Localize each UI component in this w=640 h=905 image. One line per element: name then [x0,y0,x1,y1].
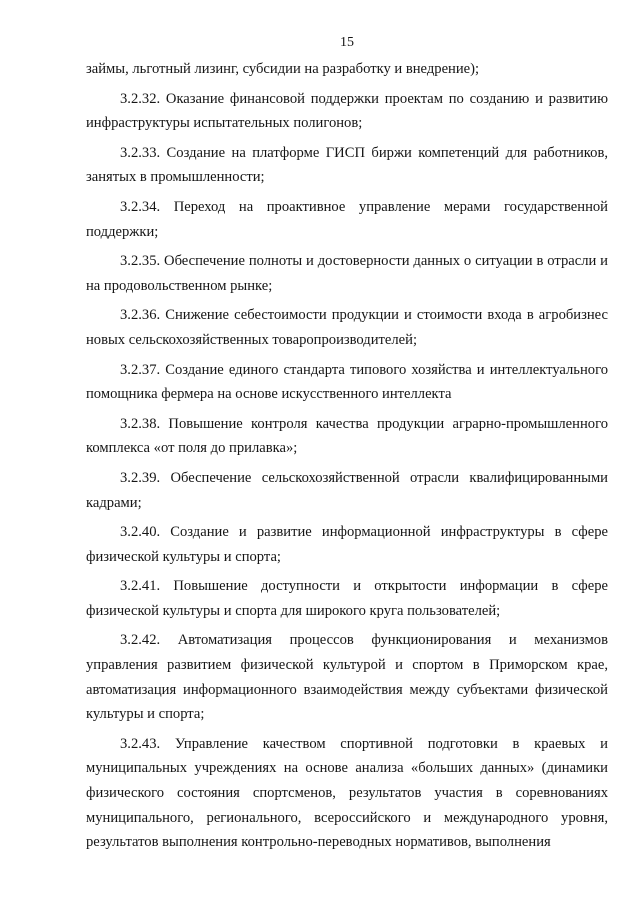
paragraph-3-2-40: 3.2.40. Создание и развитие информационной инфраструктуры в сфере физической культуры и спорта; [86,524,608,565]
paragraph-3-2-34: 3.2.34. Переход на проактивное управление мерами государственной поддержки; [86,198,608,240]
paragraph-3-2-32: 3.2.32. Оказание финансовой поддержки проектам по созданию и развитию инфраструктуры испытательных полигонов; [86,90,608,132]
paragraph-3-2-35: 3.2.35. Обеспечение полноты и достоверности данных о ситуации в отрасли и на продовольственном рынке; [86,253,608,294]
document-page [86,34,608,855]
paragraph-3-2-43: 3.2.43. Управление качеством спортивной подготовки в краевых и муниципальных учреждениях на основе анализа «больших данных» (динамики физического состояния спортсменов, результатов участия в соревнованиях муниципального, регионального, всероссийского и международного уровня, результатов выполнения контрольно-переводных нормативов, выполнения [86,735,608,851]
paragraph-3-2-42: 3.2.42. Автоматизация процессов функционирования и механизмов управления развитием физической культурой и спортом в Приморском крае, автоматизация информационного взаимодействия между субъектами физической культуры и спорта; [86,632,608,723]
paragraph-3-2-38: 3.2.38. Повышение контроля качества продукции аграрно-промышленного комплекса «от поля до прилавка»; [86,415,608,457]
paragraph-3-2-33: 3.2.33. Создание на платформе ГИСП биржи компетенций для работников, занятых в промышленности; [86,144,608,186]
paragraph-3-2-37: 3.2.37. Создание единого стандарта типового хозяйства и интеллектуального помощника фермера на основе искусственного интеллекта [86,361,608,403]
paragraph-3-2-39: 3.2.39. Обеспечение сельскохозяйственной отрасли квалифицированными кадрами; [86,469,608,511]
paragraph-continuation: займы, льготный лизинг, субсидии на разработку и внедрение); [86,61,480,77]
paragraph-3-2-41: 3.2.41. Повышение доступности и открытости информации в сфере физической культуры и спорта для широкого круга пользователей; [86,578,608,619]
page-number: 15 [340,35,354,50]
paragraph-3-2-36: 3.2.36. Снижение себестоимости продукции и стоимости входа в агробизнес новых сельскохозяйственных товаропроизводителей; [86,307,608,348]
